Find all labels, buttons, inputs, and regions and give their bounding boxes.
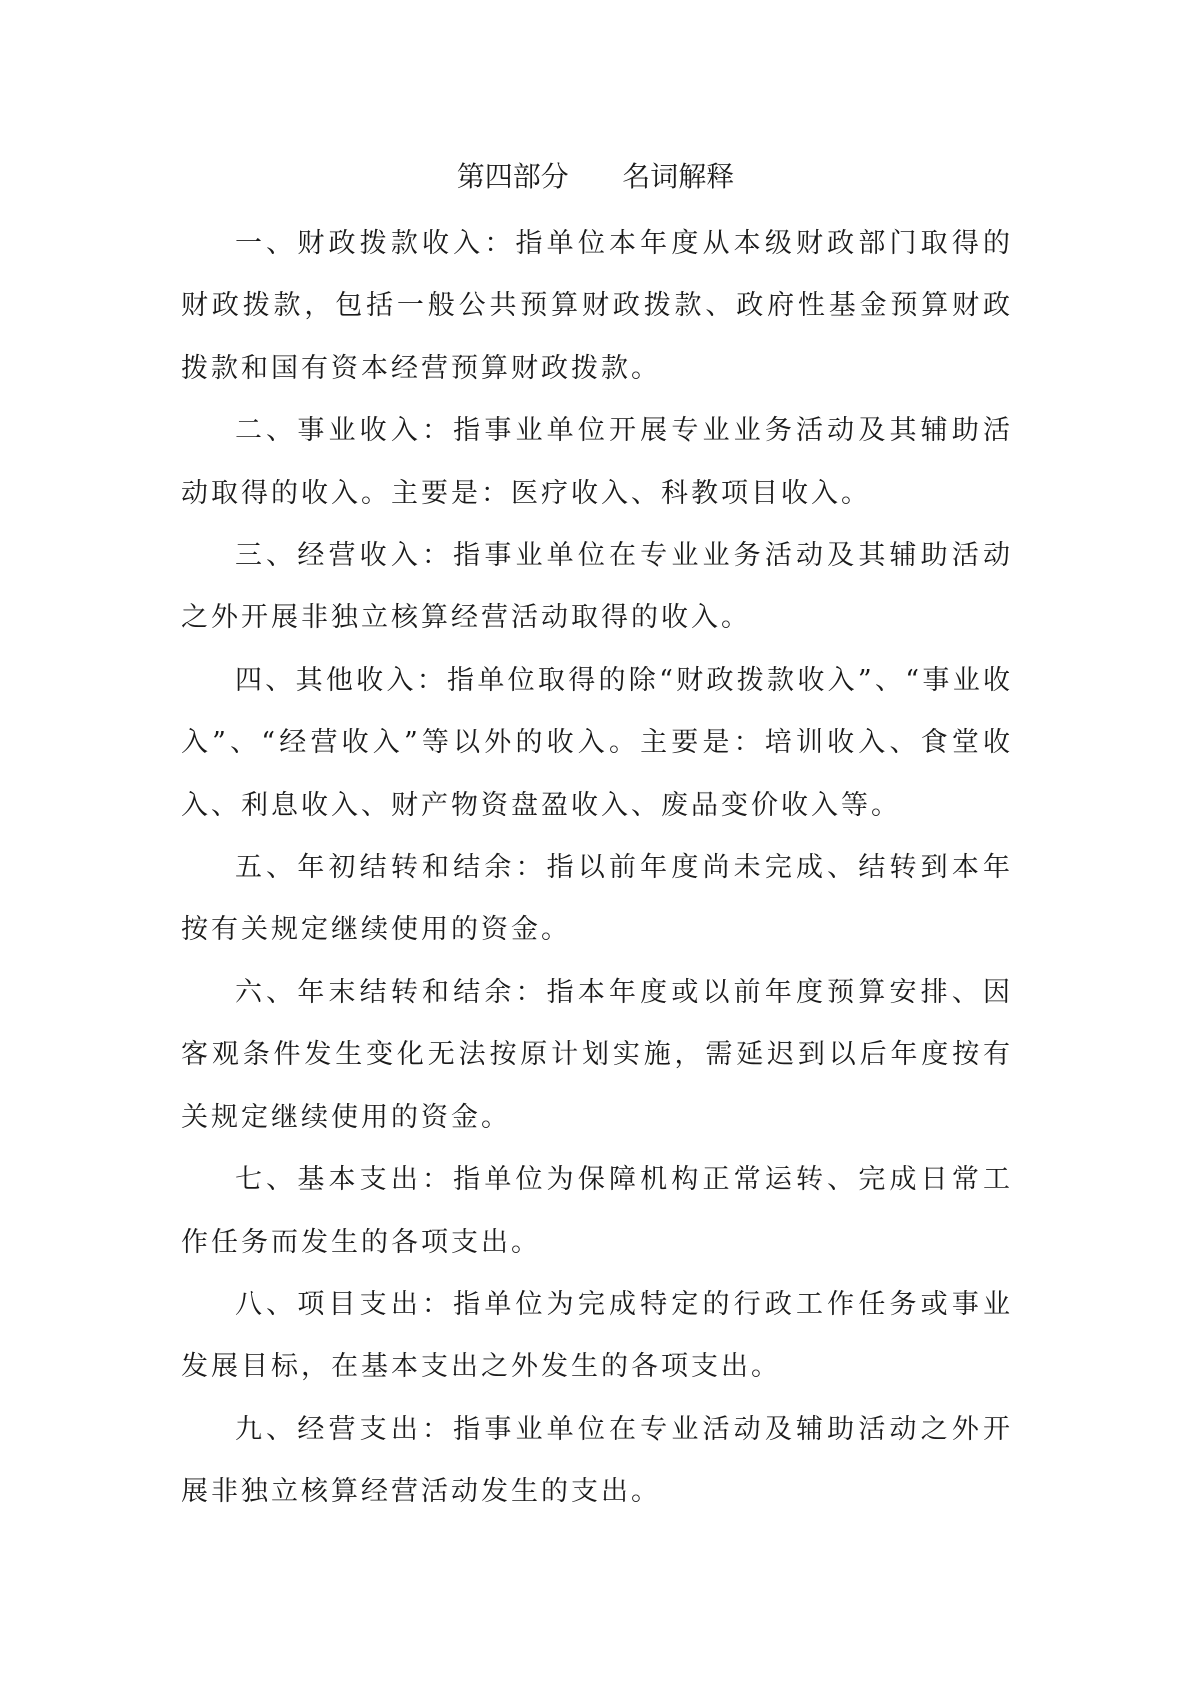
paragraph-basic-expenditure: 七、基本支出：指单位为保障机构正常运转、完成日常工作任务而发生的各项支出。 <box>181 1164 1013 1258</box>
page-title: 第四部分 名词解释 <box>456 160 735 193</box>
paragraph-fiscal-appropriation-income: 一、财政拨款收入：指单位本年度从本级财政部门取得的财政拨款，包括一般公共预算财政拨款、政府性基金预算财政拨款和国有资本经营预算财政拨款。 <box>181 228 1013 384</box>
paragraph-opening-carryover: 五、年初结转和结余：指以前年度尚未完成、结转到本年按有关规定继续使用的资金。 <box>181 852 1013 946</box>
paragraph-closing-carryover: 六、年末结转和结余：指本年度或以前年度预算安排、因客观条件发生变化无法按原计划实施，需延迟到以后年度按有关规定继续使用的资金。 <box>181 976 1013 1133</box>
document-body <box>181 213 1013 1524</box>
paragraph-business-income: 二、事业收入：指事业单位开展专业业务活动及其辅助活动取得的收入。主要是：医疗收入、科教项目收入。 <box>181 415 1013 509</box>
paragraph-project-expenditure: 八、项目支出：指单位为完成特定的行政工作任务或事业发展目标，在基本支出之外发生的各项支出。 <box>181 1288 1013 1383</box>
paragraph-other-income: 四、其他收入：指单位取得的除“财政拨款收入”、“事业收入”、“经营收入”等以外的收入。主要是：培训收入、食堂收入、利息收入、财产物资盘盈收入、废品变价收入等。 <box>181 664 1013 821</box>
paragraph-operating-income: 三、经营收入：指事业单位在专业业务活动及其辅助活动之外开展非独立核算经营活动取得的收入。 <box>181 540 1013 634</box>
paragraph-operating-expenditure: 九、经营支出：指事业单位在专业活动及辅助活动之外开展非独立核算经营活动发生的支出。 <box>181 1413 1013 1508</box>
